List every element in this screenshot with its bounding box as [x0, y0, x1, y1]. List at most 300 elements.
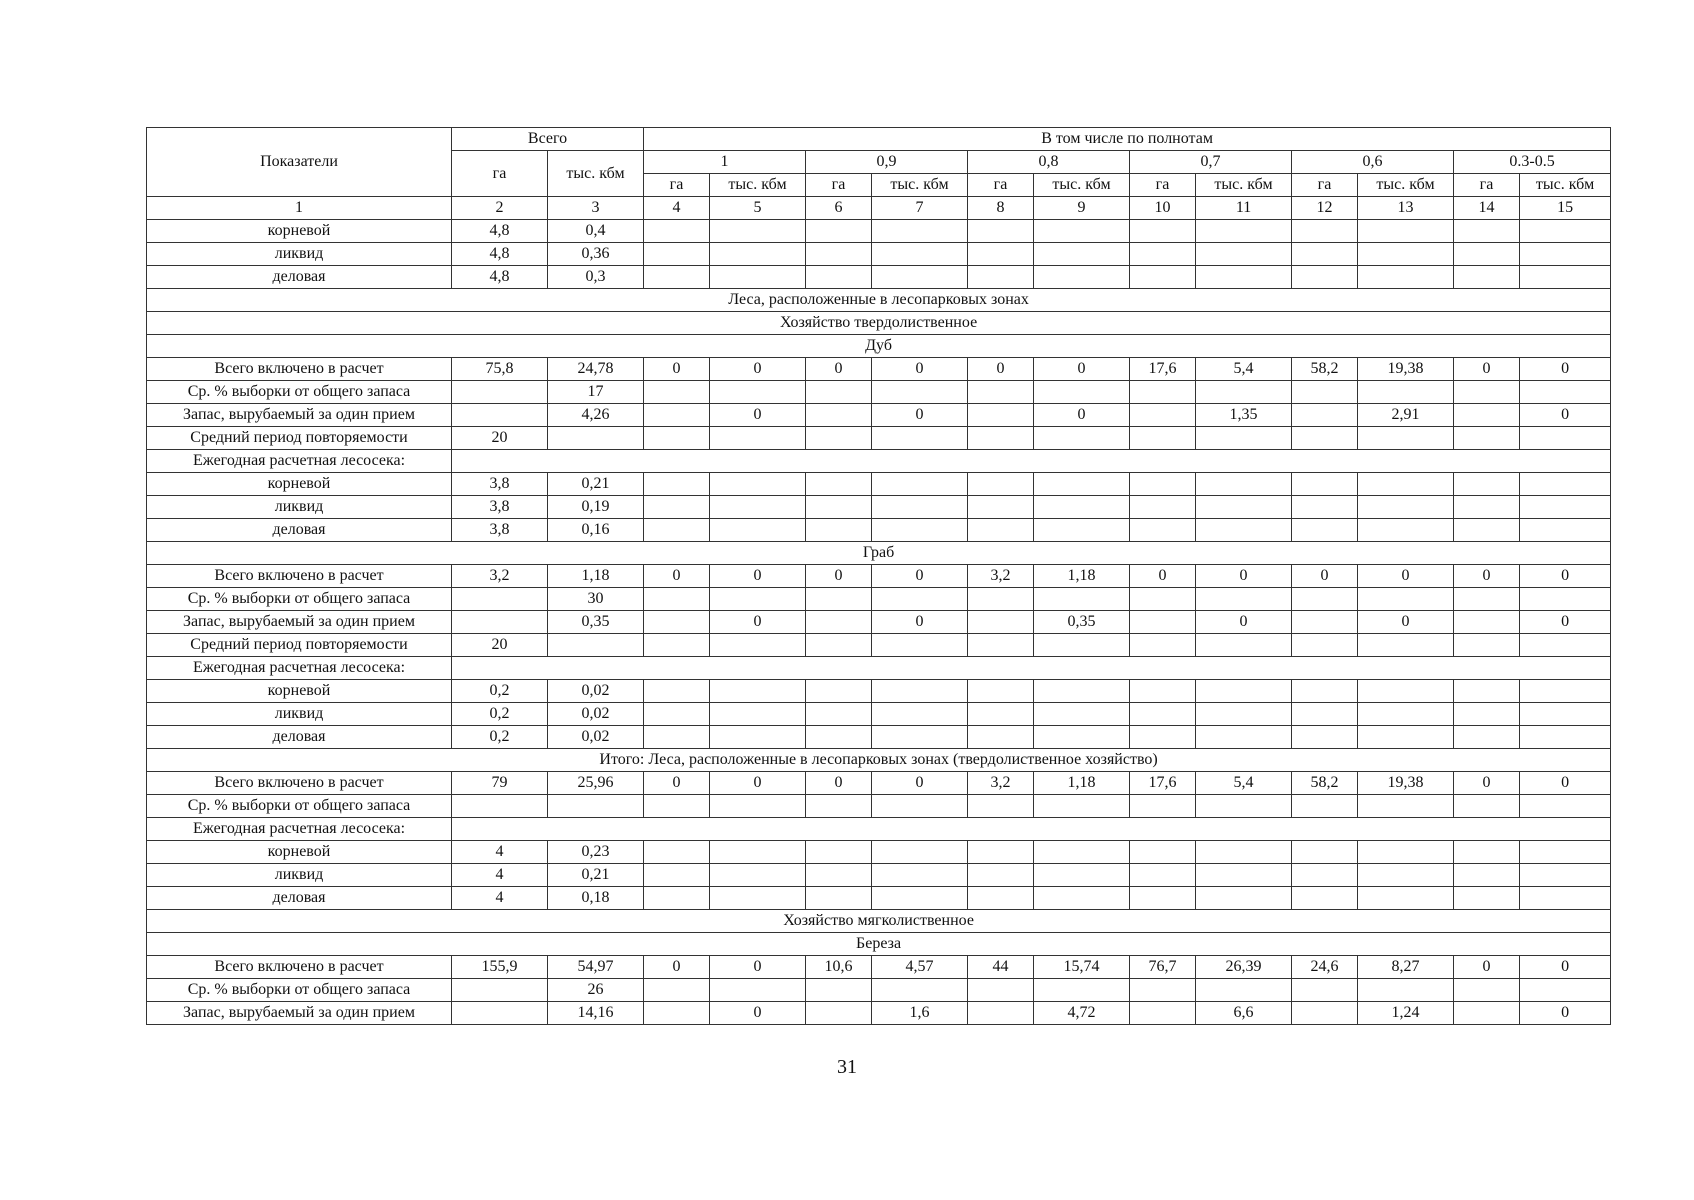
table-cell: 1,18	[1034, 565, 1130, 588]
table-cell: 10,6	[806, 956, 872, 979]
header-density: 0,6	[1292, 151, 1454, 174]
table-cell	[872, 634, 968, 657]
table-cell	[710, 266, 806, 289]
section-row	[147, 312, 1611, 335]
table-cell: 1,18	[1034, 772, 1130, 795]
table-row	[147, 611, 1611, 634]
table-cell: 155,9	[452, 956, 548, 979]
table-cell: 58,2	[1292, 772, 1358, 795]
table-cell: 3,8	[452, 473, 548, 496]
table-cell	[1520, 841, 1611, 864]
table-cell	[644, 726, 710, 749]
section-row	[147, 335, 1611, 358]
table-cell: 0,2	[452, 726, 548, 749]
header-unit-kcm: тыс. кбм	[1520, 174, 1611, 197]
table-cell: 0	[806, 358, 872, 381]
table-cell	[710, 381, 806, 404]
table-cell	[1454, 634, 1520, 657]
table-cell	[1520, 726, 1611, 749]
table-cell: 0,16	[548, 519, 644, 542]
table-cell	[710, 680, 806, 703]
table-cell: 17	[548, 381, 644, 404]
table-cell	[548, 634, 644, 657]
column-number: 10	[1130, 197, 1196, 220]
column-number: 1	[147, 197, 452, 220]
table-cell: 0,02	[548, 680, 644, 703]
table-cell	[1292, 726, 1358, 749]
table-cell	[1454, 841, 1520, 864]
table-cell	[1520, 588, 1611, 611]
table-cell	[710, 220, 806, 243]
table-row	[147, 565, 1611, 588]
table-cell: 0	[710, 611, 806, 634]
header-unit-ha: га	[644, 174, 710, 197]
table-cell	[968, 611, 1034, 634]
table-cell	[644, 680, 710, 703]
table-cell: 19,38	[1358, 772, 1454, 795]
table-cell	[1130, 726, 1196, 749]
table-row	[147, 864, 1611, 887]
row-label: Ср. % выборки от общего запаса	[147, 381, 452, 404]
header-unit-ha: га	[1292, 174, 1358, 197]
table-cell	[1196, 703, 1292, 726]
table-cell	[548, 427, 644, 450]
table-cell	[1292, 220, 1358, 243]
table-cell	[1358, 841, 1454, 864]
row-label: Всего включено в расчет	[147, 772, 452, 795]
header-density: 0,7	[1130, 151, 1292, 174]
row-label: корневой	[147, 841, 452, 864]
table-cell	[968, 726, 1034, 749]
column-number: 14	[1454, 197, 1520, 220]
table-cell	[1130, 680, 1196, 703]
table-cell	[806, 496, 872, 519]
table-cell	[1358, 496, 1454, 519]
table-cell: 54,97	[548, 956, 644, 979]
table-cell	[806, 841, 872, 864]
table-cell	[1130, 381, 1196, 404]
table-cell	[806, 979, 872, 1002]
table-cell: 1,24	[1358, 1002, 1454, 1025]
table-cell	[1130, 243, 1196, 266]
table-cell	[644, 404, 710, 427]
table-cell	[806, 519, 872, 542]
table-cell: 14,16	[548, 1002, 644, 1025]
table-cell	[1454, 519, 1520, 542]
table-cell	[1454, 427, 1520, 450]
table-cell: 0,18	[548, 887, 644, 910]
column-number: 12	[1292, 197, 1358, 220]
table-cell	[1034, 703, 1130, 726]
table-cell	[1292, 795, 1358, 818]
table-cell	[1520, 266, 1611, 289]
table-cell: 4,72	[1034, 1002, 1130, 1025]
table-cell	[452, 381, 548, 404]
row-label: ликвид	[147, 243, 452, 266]
table-cell: 75,8	[452, 358, 548, 381]
section-heading: Хозяйство твердолиственное	[147, 312, 1611, 335]
table-cell	[1292, 680, 1358, 703]
table-cell	[644, 381, 710, 404]
table-cell	[1358, 243, 1454, 266]
table-cell: 76,7	[1130, 956, 1196, 979]
table-cell	[452, 404, 548, 427]
table-cell: 0	[968, 358, 1034, 381]
row-label: ликвид	[147, 496, 452, 519]
table-cell: 0	[644, 565, 710, 588]
row-label: Ср. % выборки от общего запаса	[147, 588, 452, 611]
table-row	[147, 519, 1611, 542]
table-cell	[1520, 680, 1611, 703]
table-cell	[1034, 427, 1130, 450]
table-cell: 0,21	[548, 864, 644, 887]
table-cell: 0	[1358, 565, 1454, 588]
table-cell: 0	[872, 404, 968, 427]
table-cell	[644, 1002, 710, 1025]
table-cell: 1,18	[548, 565, 644, 588]
table-row	[147, 266, 1611, 289]
table-cell: 5,4	[1196, 772, 1292, 795]
table-row	[147, 473, 1611, 496]
table-cell	[1292, 496, 1358, 519]
table-cell	[1196, 887, 1292, 910]
table-cell	[1196, 979, 1292, 1002]
column-number: 11	[1196, 197, 1292, 220]
table-cell	[872, 427, 968, 450]
table-cell	[1520, 427, 1611, 450]
table-row	[147, 381, 1611, 404]
section-row	[147, 542, 1611, 565]
table-cell	[806, 703, 872, 726]
table-cell	[710, 703, 806, 726]
table-cell: 1,6	[872, 1002, 968, 1025]
table-cell	[1034, 680, 1130, 703]
row-label: Средний период повторяемости	[147, 427, 452, 450]
table-cell	[968, 795, 1034, 818]
table-cell: 0,2	[452, 703, 548, 726]
table-cell	[710, 795, 806, 818]
table-cell	[806, 726, 872, 749]
table-row	[147, 1002, 1611, 1025]
row-label: деловая	[147, 266, 452, 289]
header-unit-kcm: тыс. кбм	[872, 174, 968, 197]
table-cell	[1292, 979, 1358, 1002]
table-cell	[1454, 588, 1520, 611]
table-cell	[1520, 887, 1611, 910]
table-cell	[1520, 220, 1611, 243]
table-cell	[710, 588, 806, 611]
table-cell	[1358, 427, 1454, 450]
table-cell	[710, 979, 806, 1002]
table-cell	[968, 680, 1034, 703]
table-cell: 30	[548, 588, 644, 611]
table-cell	[1454, 381, 1520, 404]
table-cell	[806, 427, 872, 450]
table-cell	[1292, 473, 1358, 496]
table-cell	[1292, 887, 1358, 910]
table-cell	[968, 404, 1034, 427]
table-cell	[872, 841, 968, 864]
table-cell	[1034, 588, 1130, 611]
table-cell: 0	[710, 404, 806, 427]
table-cell	[806, 634, 872, 657]
table-cell	[1196, 634, 1292, 657]
table-row	[147, 404, 1611, 427]
row-label: Ср. % выборки от общего запаса	[147, 979, 452, 1002]
row-label: деловая	[147, 519, 452, 542]
table-cell	[968, 427, 1034, 450]
table-cell: 3,2	[452, 565, 548, 588]
table-cell	[806, 220, 872, 243]
header-density: 1	[644, 151, 806, 174]
table-cell	[1130, 1002, 1196, 1025]
header-unit-kcm: тыс. кбм	[1196, 174, 1292, 197]
table-cell	[968, 1002, 1034, 1025]
table-cell	[1454, 220, 1520, 243]
table-cell	[872, 680, 968, 703]
table-cell: 0	[1196, 611, 1292, 634]
table-cell: 4,57	[872, 956, 968, 979]
table-cell: 0,23	[548, 841, 644, 864]
table-cell	[1358, 979, 1454, 1002]
subheading-row	[147, 450, 1611, 473]
table-cell	[872, 795, 968, 818]
table-body	[147, 220, 1611, 1025]
table-cell	[1034, 220, 1130, 243]
table-cell	[1454, 1002, 1520, 1025]
table-cell	[806, 243, 872, 266]
row-label: корневой	[147, 220, 452, 243]
table-cell	[1292, 611, 1358, 634]
table-row	[147, 634, 1611, 657]
table-cell: 0	[1520, 565, 1611, 588]
empty-cell	[452, 818, 1611, 841]
table-cell: 0,2	[452, 680, 548, 703]
table-cell	[1358, 887, 1454, 910]
table-cell	[1292, 1002, 1358, 1025]
table-cell: 20	[452, 427, 548, 450]
table-cell	[1130, 634, 1196, 657]
table-cell	[806, 381, 872, 404]
table-cell	[1130, 611, 1196, 634]
table-row	[147, 703, 1611, 726]
table-cell	[710, 841, 806, 864]
table-cell	[1130, 404, 1196, 427]
table-cell	[710, 887, 806, 910]
table-cell: 58,2	[1292, 358, 1358, 381]
table-cell: 3,8	[452, 519, 548, 542]
table-cell	[968, 864, 1034, 887]
table-cell	[806, 473, 872, 496]
table-cell: 0,19	[548, 496, 644, 519]
table-cell	[1358, 473, 1454, 496]
table-cell	[1520, 473, 1611, 496]
table-cell	[806, 887, 872, 910]
table-cell	[644, 795, 710, 818]
table-row	[147, 588, 1611, 611]
table-cell: 0	[710, 1002, 806, 1025]
table-cell	[1130, 703, 1196, 726]
table-cell: 26,39	[1196, 956, 1292, 979]
table-cell	[1196, 841, 1292, 864]
section-heading: Береза	[147, 933, 1611, 956]
table-cell: 19,38	[1358, 358, 1454, 381]
row-label: корневой	[147, 680, 452, 703]
table-cell	[968, 220, 1034, 243]
column-number: 15	[1520, 197, 1611, 220]
table-row	[147, 358, 1611, 381]
table-cell: 0	[710, 358, 806, 381]
table-cell: 0	[872, 358, 968, 381]
table-cell	[1292, 404, 1358, 427]
table-cell	[1520, 864, 1611, 887]
column-number: 5	[710, 197, 806, 220]
table-row	[147, 680, 1611, 703]
table-cell: 20	[452, 634, 548, 657]
table-cell	[1454, 266, 1520, 289]
table-row	[147, 772, 1611, 795]
table-cell: 0	[1196, 565, 1292, 588]
subheading-row	[147, 657, 1611, 680]
table-cell	[1358, 588, 1454, 611]
table-cell	[644, 634, 710, 657]
table-cell	[872, 220, 968, 243]
table-cell: 17,6	[1130, 358, 1196, 381]
table-cell	[710, 427, 806, 450]
table-row	[147, 841, 1611, 864]
table-cell	[1358, 519, 1454, 542]
table-cell: 6,6	[1196, 1002, 1292, 1025]
table-cell: 0	[1520, 772, 1611, 795]
table-cell: 5,4	[1196, 358, 1292, 381]
table-cell	[968, 473, 1034, 496]
row-label: корневой	[147, 473, 452, 496]
table-cell	[872, 887, 968, 910]
section-row	[147, 933, 1611, 956]
column-number: 2	[452, 197, 548, 220]
table-cell	[1454, 680, 1520, 703]
table-cell	[1292, 266, 1358, 289]
table-cell	[1520, 795, 1611, 818]
table-cell	[1454, 887, 1520, 910]
table-cell: 0,35	[548, 611, 644, 634]
table-cell	[644, 519, 710, 542]
table-cell	[452, 795, 548, 818]
table-cell	[1358, 381, 1454, 404]
section-heading: Хозяйство мягколиственное	[147, 910, 1611, 933]
table-cell	[806, 266, 872, 289]
table-cell: 3,2	[968, 565, 1034, 588]
table-cell	[1034, 795, 1130, 818]
table-cell	[644, 979, 710, 1002]
table-cell	[1196, 220, 1292, 243]
header-unit-ha: га	[806, 174, 872, 197]
table-cell: 0	[644, 358, 710, 381]
table-cell: 0	[644, 956, 710, 979]
table-cell	[872, 726, 968, 749]
table-cell: 0	[872, 611, 968, 634]
table-cell	[968, 381, 1034, 404]
table-cell	[1454, 795, 1520, 818]
table-cell	[1196, 726, 1292, 749]
table-cell	[872, 473, 968, 496]
table-cell: 0,36	[548, 243, 644, 266]
table-cell: 8,27	[1358, 956, 1454, 979]
table-cell: 0	[806, 772, 872, 795]
table-cell: 0,35	[1034, 611, 1130, 634]
table-row	[147, 243, 1611, 266]
table-cell	[1130, 588, 1196, 611]
table-cell	[1034, 473, 1130, 496]
table-cell	[1034, 519, 1130, 542]
header-unit-ha: га	[1454, 174, 1520, 197]
column-number: 4	[644, 197, 710, 220]
table-cell	[1196, 864, 1292, 887]
table-cell: 0,02	[548, 703, 644, 726]
row-label: Ежегодная расчетная лесосека:	[147, 450, 452, 473]
table-cell	[1454, 979, 1520, 1002]
table-cell: 15,74	[1034, 956, 1130, 979]
table-cell	[1034, 726, 1130, 749]
table-cell	[1520, 979, 1611, 1002]
table-cell	[644, 473, 710, 496]
table-cell	[806, 1002, 872, 1025]
table-cell	[872, 864, 968, 887]
table-cell	[1454, 404, 1520, 427]
row-label: деловая	[147, 887, 452, 910]
table-cell	[806, 588, 872, 611]
table-cell: 3,8	[452, 496, 548, 519]
table-cell	[710, 519, 806, 542]
header-density: 0.3-0.5	[1454, 151, 1611, 174]
header-row-1	[147, 128, 1611, 151]
table-cell: 0,3	[548, 266, 644, 289]
table-cell	[1292, 588, 1358, 611]
header-total-kcm: тыс. кбм	[548, 151, 644, 197]
header-total: Всего	[452, 128, 644, 151]
table-cell: 24,6	[1292, 956, 1358, 979]
header-density: 0,8	[968, 151, 1130, 174]
row-label: Запас, вырубаемый за один прием	[147, 611, 452, 634]
table-cell	[1454, 243, 1520, 266]
table-cell	[806, 795, 872, 818]
column-number: 3	[548, 197, 644, 220]
subheading-row	[147, 818, 1611, 841]
table-cell	[1520, 634, 1611, 657]
table-cell	[1292, 864, 1358, 887]
table-cell: 0,21	[548, 473, 644, 496]
row-label: Запас, вырубаемый за один прием	[147, 404, 452, 427]
table-cell	[1130, 473, 1196, 496]
table-cell: 0	[644, 772, 710, 795]
table-cell: 0	[1358, 611, 1454, 634]
table-cell	[1034, 634, 1130, 657]
header-column-numbers	[147, 197, 1611, 220]
table-cell: 17,6	[1130, 772, 1196, 795]
table-cell: 0	[1520, 956, 1611, 979]
table-cell	[1196, 519, 1292, 542]
table-row	[147, 496, 1611, 519]
table-cell	[1358, 795, 1454, 818]
table-cell	[1130, 519, 1196, 542]
table-cell	[1358, 634, 1454, 657]
table-cell	[1196, 473, 1292, 496]
row-label: Ежегодная расчетная лесосека:	[147, 657, 452, 680]
table-cell	[968, 841, 1034, 864]
table-cell: 4,26	[548, 404, 644, 427]
table-cell: 0	[710, 956, 806, 979]
table-cell	[1358, 703, 1454, 726]
